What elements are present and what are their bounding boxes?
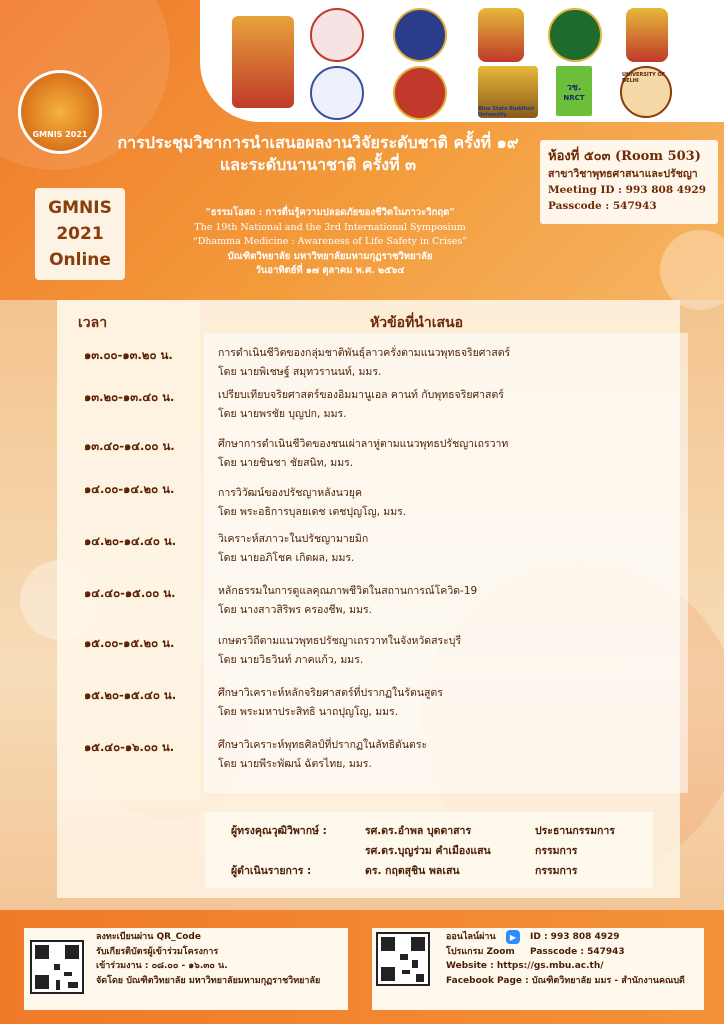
blue-state-logo: Blue State Buddhist University <box>478 66 538 118</box>
schedule-topic: เปรียบเทียบจริยศาสตร์ของอิมมานูเอล คานท์ กับพุทธจริยศาสตร์ โดย นายพรชัย บุญปก, มมร. <box>218 389 504 420</box>
schedule-time: ๑๔.๒๐-๑๔.๔๐ น. <box>84 534 177 548</box>
facebook-link[interactable]: Facebook Page : บัณฑิตวิทยาลัย มมร - สำนักงานคณบดี <box>446 975 685 986</box>
host-label: ผู้ดำเนินรายการ : <box>231 865 312 877</box>
registration-qr-code[interactable] <box>30 940 84 994</box>
website-link[interactable]: Website : https://gs.mbu.ac.th/ <box>446 961 604 971</box>
schedule-topic: ศึกษาวิเคราะห์หลักจริยศาสตร์ที่ปรากฏในรัตนสูตร โดย พระมหาประสิทธิ นาถปุญโญ, มมร. <box>218 687 443 718</box>
page-title: การประชุมวิชาการนำเสนอผลงานวิจัยระดับชาติ ครั้งที่ ๑๙ และระดับนานาชาติ ครั้งที่ ๓ <box>117 133 519 174</box>
schedule-time: ๑๕.๔๐-๑๖.๐๐ น. <box>84 740 175 754</box>
university-logo <box>393 8 447 62</box>
university-logo <box>626 8 668 62</box>
committee-box <box>205 812 653 888</box>
subtitle-block: “ธรรมโอสถ : การตื่นรู้ความปลอดภัยของชีวิตในภาวะวิกฤต” The 19th National and the 3rd International Symposium “Dhamma Medicine : Awareness of Life Safety in Crises” บัณฑิตวิทยาลัย มหาวิทยาลัยมหามกุฏราชวิทยาลัย วันอาทิตย์ที่ ๑๗ ตุลาคม พ.ศ. ๒๕๖๔ <box>192 207 468 276</box>
university-logo <box>393 66 447 120</box>
schedule-topic: เกษตรวิถีตามแนวพุทธปรัชญาเถรวาทในจังหวัดสระบุรี โดย นายวิธวินท์ ภาคแก้ว, มมร. <box>218 635 462 666</box>
room-info: ห้องที่ ๕๐๓ (Room 503) สาขาวิชาพุทธศาสนาและปรัชญา Meeting ID : 993 808 4929 Passcode : 547943 <box>540 140 718 224</box>
zoom-info: ออนไลน์ผ่าน ID : 993 808 4929 โปรแกรม Zoom Passcode : 547943 Website : https://gs.mbu.ac.th/ Facebook Page : บัณฑิตวิทยาลัย มมร - สำนักงานคณบดี <box>446 930 716 988</box>
schedule-header-topic: หัวข้อที่นำเสนอ <box>370 315 464 331</box>
schedule-time: ๑๕.๐๐-๑๕.๒๐ น. <box>84 636 175 650</box>
schedule-topic: ศึกษาการดำเนินชีวิตของชนเผ่าลาหู่ตามแนวพุทธปรัชญาเถรวาท โดย นายชินชา ชัยสนิท, มมร. <box>218 438 509 469</box>
critic-role: กรรมการ <box>535 845 578 857</box>
schedule-topic: การดำเนินชีวิตของกลุ่มชาติพันธุ์ลาวครั่งตามแนวพุทธจริยศาสตร์ โดย นายพิเชษฐ์ สมุทวรานนท์, มมร. <box>218 347 511 378</box>
university-logo <box>310 8 364 62</box>
schedule-topic: หลักธรรมในการดูแลคุณภาพชีวิตในสถานการณ์โควิด-19 โดย นางสาวสิริพร ครองชีพ, มมร. <box>218 585 478 616</box>
university-logo <box>310 66 364 120</box>
schedule-topic: การวิวัฒน์ของปรัชญาหลังนวยุค โดย พระอธิการบุลยเดช เตชปุญโญ, มมร. <box>218 487 407 518</box>
registration-info: ลงทะเบียนผ่าน QR_Code รับเกียรติบัตรผู้เข้าร่วมโครงการ เข้าร่วมงาน : ๐๘.๐๐ - ๑๖.๓๐ น. จัดโดย บัณฑิตวิทยาลัย มหาวิทยาลัยมหามกุฏราชวิทยาลัย <box>96 932 321 986</box>
university-logo <box>232 16 294 108</box>
schedule-time: ๑๓.๐๐-๑๓.๒๐ น. <box>84 348 173 362</box>
schedule-time: ๑๓.๔๐-๑๔.๐๐ น. <box>84 439 175 453</box>
schedule-header-time: เวลา <box>78 315 108 331</box>
critic-role: ประธานกรรมการ <box>535 825 615 837</box>
host-name: ดร. กฤตสุชิน พลเสน <box>365 865 460 877</box>
gmnis-logo: GMNIS 2021 <box>18 70 102 154</box>
zoom-qr-code[interactable] <box>376 932 430 986</box>
schedule-time: ๑๔.๐๐-๑๔.๒๐ น. <box>84 482 175 496</box>
host-role: กรรมการ <box>535 865 578 877</box>
schedule-time: ๑๔.๔๐-๑๕.๐๐ น. <box>84 586 176 600</box>
critic-name: รศ.ดร.อำพล บุดดาสาร <box>365 825 472 837</box>
nrct-logo: วช. NRCT <box>556 66 592 116</box>
gmnis-badge: GMNIS 2021 Online <box>35 188 125 280</box>
university-logo <box>478 8 524 62</box>
zoom-icon: ▶ <box>506 930 520 944</box>
university-logo <box>548 8 602 62</box>
schedule-topic: ศึกษาวิเคราะห์พุทธศิลป์ที่ปรากฏในลัทธิตันตระ โดย นายพีระพัฒน์ ฉัตรไทย, มมร. <box>218 739 428 770</box>
critic-label: ผู้ทรงคุณวุฒิวิพากษ์ : <box>231 825 327 837</box>
critic-name: รศ.ดร.บุญร่วม คำเมืองแสน <box>365 845 491 857</box>
university-of-delhi-logo: UNIVERSITY OF DELHI <box>620 66 672 118</box>
schedule-topic: วิเคราะห์สภาวะในปรัชญามายมิก โดย นายอภิโชค เกิดผล, มมร. <box>218 533 369 564</box>
schedule-time: ๑๓.๒๐-๑๓.๔๐ น. <box>84 390 175 404</box>
schedule-time: ๑๕.๒๐-๑๕.๔๐ น. <box>84 688 177 702</box>
